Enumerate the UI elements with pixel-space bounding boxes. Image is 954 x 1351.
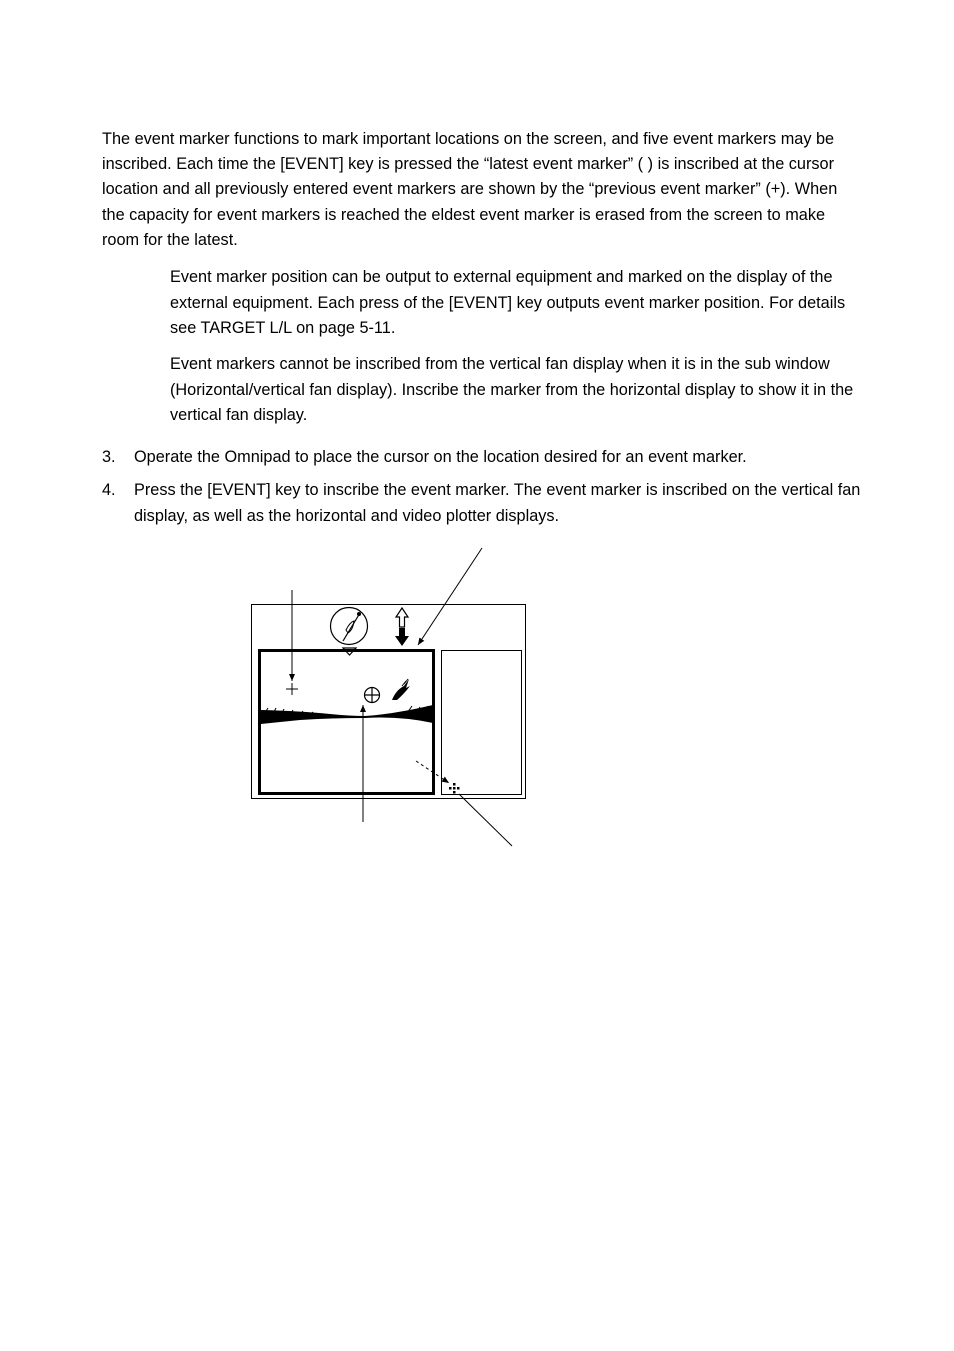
plotter-event-marker-icon [449, 783, 460, 794]
latest-event-marker-icon [365, 688, 380, 703]
up-down-arrow-icon [395, 608, 409, 646]
note-vertical-fan: Event markers cannot be inscribed from the vertical fan display when it is in the sub window (Horizontal/vertical fan display). Inscribe the marker from the horizontal display to show it in the vertical fan display. [170, 355, 854, 424]
screen-frame [252, 605, 526, 799]
previous-event-marker-icon [286, 683, 298, 695]
step-4-text: Press the [EVENT] key to inscribe the event marker. The event marker is inscribed on the vertical fan display, as well as the horizontal and video plotter displays. [134, 481, 861, 525]
vertical-fan-window [260, 651, 434, 794]
step-3-text: Operate the Omnipad to place the cursor on the location desired for an event marker. [134, 448, 747, 466]
fish-echo-icon [392, 679, 410, 700]
step-4-number: 4. [102, 481, 116, 499]
note-external-output: Event marker position can be output to external equipment and marked on the display of the external equipment. Each press of the [EVENT] key outputs event marker position. For details see TARGET L/L on page 5-11. [170, 268, 846, 337]
seabed-echo [261, 705, 433, 724]
sub-window [442, 651, 522, 795]
step-3-number: 3. [102, 448, 116, 466]
leader-plotter-marker [459, 794, 512, 846]
heading-compass-icon [331, 608, 368, 645]
leader-fan-window [418, 548, 482, 645]
intro-paragraph: The event marker functions to mark important locations on the screen, and five event markers may be inscribed. Each time the [EVENT] key is pressed the “latest event marker” ( ) is inscribed at the cursor location and all previously entered event markers are shown by the “previous event marker” (+). When the capacity for event markers is reached the eldest event marker is erased from the screen to make room for the latest. [102, 130, 838, 249]
